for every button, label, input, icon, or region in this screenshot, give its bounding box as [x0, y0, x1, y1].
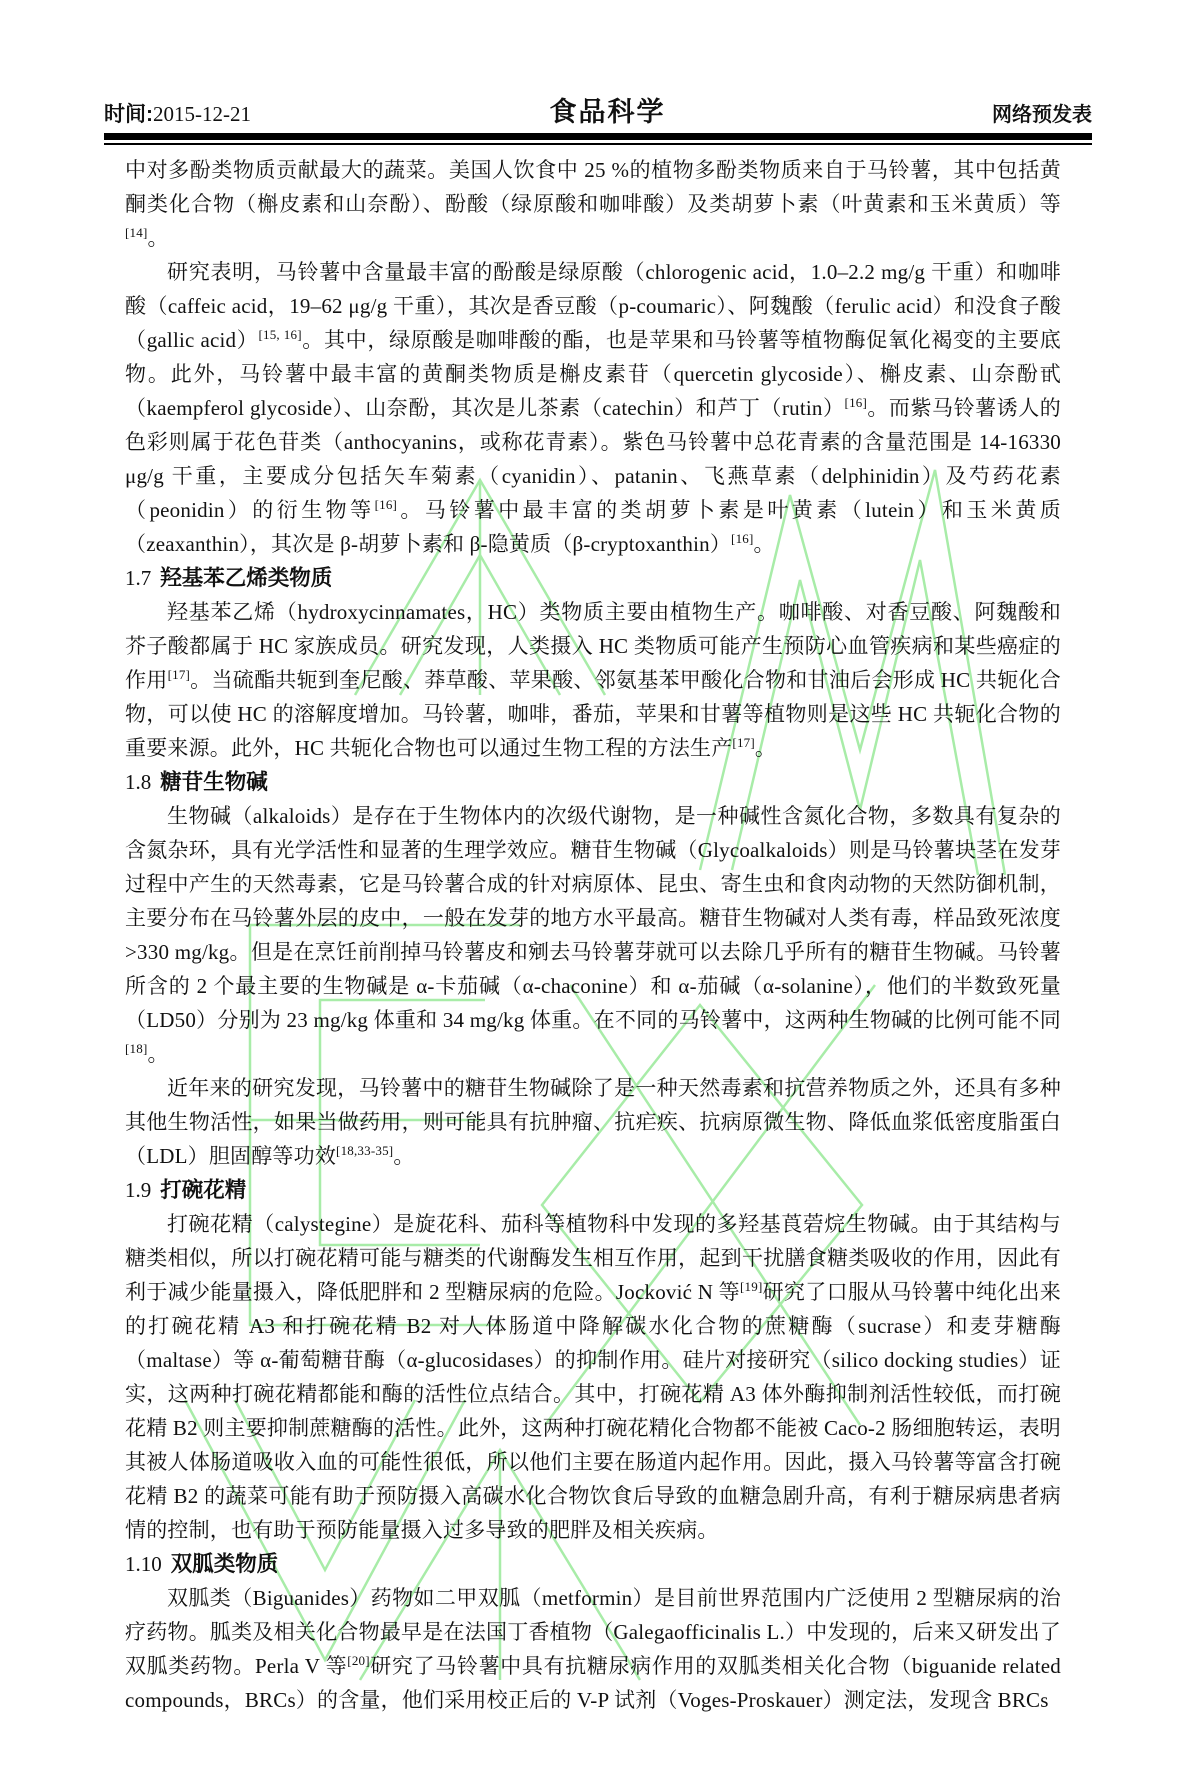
section-heading [125, 1173, 1061, 1207]
section-number: 1.7 [125, 566, 152, 590]
section-title: 羟基苯乙烯类物质 [160, 566, 333, 590]
header-date [104, 98, 251, 128]
section-title: 双胍类物质 [170, 1552, 279, 1576]
divider-thick-line [104, 133, 1092, 140]
body-paragraph: 双胍类（Biguanides）药物如二甲双胍（metformin）是目前世界范围内广泛使用 2 型糖尿病的治疗药物。胍类及相关化合物最早是在法国丁香植物（Galegaofficinalis L.）中发现的，后来又研发出了双胍类药物。Perla V 等[20]研究了马铃薯中具有抗糖尿病作用的双胍类相关化合物（biguanide related compounds，BRCs）的含量，他们采用校正后的 V-P 试剂（Voges-Proskauer）测定法，发现含 BRCs [125, 1586, 1061, 1712]
prepublish-label: 网络预发表 [992, 104, 1092, 126]
section-number: 1.9 [125, 1178, 152, 1202]
section-number: 1.8 [125, 770, 152, 794]
article-body [125, 153, 1061, 1717]
body-paragraph: 研究表明，马铃薯中含量最丰富的酚酸是绿原酸（chlorogenic acid，1.0–2.2 mg/g 干重）和咖啡酸（caffeic acid，19–62 μg/g 干重），其次是香豆酸（p-coumaric）、阿魏酸（ferulic acid）和没食子酸（gallic acid）[15, 16]。其中，绿原酸是咖啡酸的酯，也是苹果和马铃薯等植物酶促氧化褐变的主要底物。此外，马铃薯中最丰富的黄酮类物质是槲皮素苷（quercetin glycoside）、槲皮素、山奈酚甙（kaempferol glycoside）、山奈酚，其次是儿茶素（catechin）和芦丁（rutin）[16]。而紫马铃薯诱人的色彩则属于花色苷类（anthocyanins，或称花青素）。紫色马铃薯中总花青素的含量范围是 14-16330 μg/g 干重，主要成分包括矢车菊素（cyanidin）、patanin、飞燕草素（delphinidin）及芍药花素（peonidin）的衍生物等[16]。马铃薯中最丰富的类胡萝卜素是叶黄素（lutein）和玉米黄质（zeaxanthin），其次是 β-胡萝卜素和 β-隐黄质（β-cryptoxanthin）[16]。 [125, 260, 1062, 556]
body-paragraph: 中对多酚类物质贡献最大的蔬菜。美国人饮食中 25 %的植物多酚类物质来自于马铃薯，其中包括黄酮类化合物（槲皮素和山奈酚）、酚酸（绿原酸和咖啡酸）及类胡萝卜素（叶黄素和玉米黄质）等[14]。 [125, 158, 1061, 250]
section-heading [125, 1547, 1061, 1581]
section-number: 1.10 [125, 1552, 162, 1576]
body-paragraph: 羟基苯乙烯（hydroxycinnamates，HC）类物质主要由植物生产。咖啡酸、对香豆酸、阿魏酸和芥子酸都属于 HC 家族成员。研究发现，人类摄入 HC 类物质可能产生预防心血管疾病和某些癌症的作用[17]。当硫酯共轭到奎尼酸、莽草酸、苹果酸、邻氨基苯甲酸化合物和甘油后会形成 HC 共轭化合物，可以使 HC 的溶解度增加。马铃薯，咖啡，番茄，苹果和甘薯等植物则是这些 HC 共轭化合物的重要来源。此外，HC 共轭化合物也可以通过生物工程的方法生产[17]。 [125, 600, 1061, 760]
body-paragraph: 近年来的研究发现，马铃薯中的糖苷生物碱除了是一种天然毒素和抗营养物质之外，还具有多种其他生物活性，如果当做药用，则可能具有抗肿瘤、抗疟疾、抗病原微生物、降低血浆低密度脂蛋白（LDL）胆固醇等功效[18,33-35]。 [125, 1076, 1061, 1168]
body-paragraph: 打碗花精（calystegine）是旋花科、茄科等植物科中发现的多羟基莨菪烷生物碱。由于其结构与糖类相似，所以打碗花精可能与糖类的代谢酶发生相互作用，起到干扰膳食糖类吸收的作用，因此有利于减少能量摄入，降低肥胖和 2 型糖尿病的危险。Jocković N 等[19]研究了口服从马铃薯中纯化出来的打碗花精 A3 和打碗花精 B2 对人体肠道中降解碳水化合物的蔗糖酶（sucrase）和麦芽糖酶（maltase）等 α-葡萄糖苷酶（α-glucosidases）的抑制作用。硅片对接研究（silico docking studies）证实，这两种打碗花精都能和酶的活性位点结合。其中，打碗花精 A3 体外酶抑制剂活性较低，而打碗花精 B2 则主要抑制蔗糖酶的活性。此外，这两种打碗花精化合物都不能被 Caco-2 肠细胞转运，表明其被人体肠道吸收入血的可能性很低，所以他们主要在肠道内起作用。因此，摄入马铃薯等富含打碗花精 B2 的蔬菜可能有助于预防摄入高碳水化合物饮食后导致的血糖急剧升高，有利于糖尿病患者病情的控制，也有助于预防能量摄入过多导致的肥胖及相关疾病。 [125, 1212, 1061, 1542]
journal-title: 食品科学 [549, 97, 666, 127]
divider-thin-line [104, 143, 1092, 145]
date-value: 2015-12-21 [153, 102, 251, 126]
page-header [104, 90, 1092, 129]
section-heading [125, 561, 1061, 595]
section-title: 打碗花精 [160, 1178, 247, 1202]
header-divider [104, 133, 1092, 145]
section-title: 糖苷生物碱 [160, 770, 268, 794]
section-heading [125, 765, 1061, 799]
time-label: 时间: [104, 103, 153, 126]
body-paragraph: 生物碱（alkaloids）是存在于生物体内的次级代谢物，是一种碱性含氮化合物，多数具有复杂的含氮杂环，具有光学活性和显著的生理学效应。糖苷生物碱（Glycoalkaloids）则是马铃薯块茎在发芽过程中产生的天然毒素，它是马铃薯合成的针对病原体、昆虫、寄生虫和食肉动物的天然防御机制，主要分布在马铃薯外层的皮中，一般在发芽的地方水平最高。糖苷生物碱对人类有毒，样品致死浓度>330 mg/kg。但是在烹饪前削掉马铃薯皮和剜去马铃薯芽就可以去除几乎所有的糖苷生物碱。马铃薯所含的 2 个最主要的生物碱是 α-卡茄碱（α-chaconine）和 α-茄碱（α-solanine），他们的半数致死量（LD50）分别为 23 mg/kg 体重和 34 mg/kg 体重。在不同的马铃薯中，这两种生物碱的比例可能不同[18]。 [125, 804, 1061, 1066]
